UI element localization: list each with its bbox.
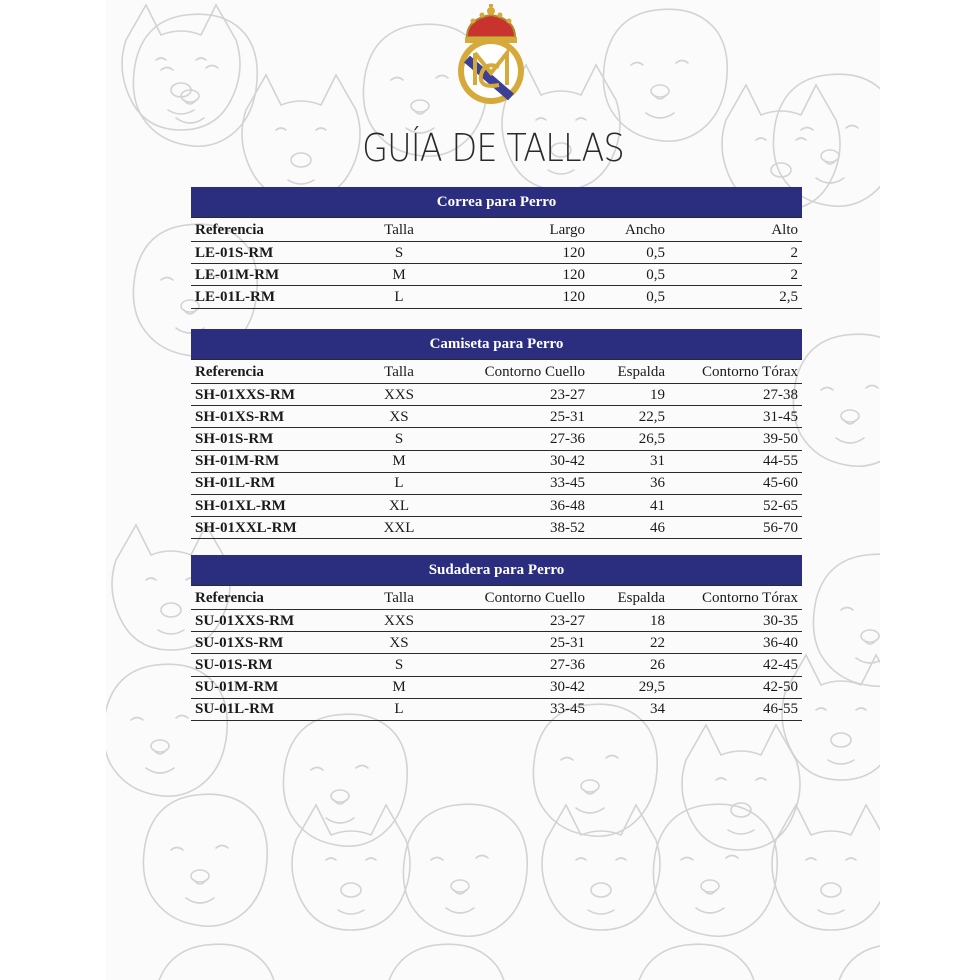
page-title: GUÍA DE TALLAS <box>362 126 624 170</box>
table-cell: 22,5 <box>589 406 669 428</box>
table-row <box>191 698 802 720</box>
table-cell: L <box>339 472 459 494</box>
table-row <box>191 517 802 539</box>
table-cell: SU-01M-RM <box>191 676 339 698</box>
table-cell: 44-55 <box>669 450 802 472</box>
table-cell: 26,5 <box>589 428 669 450</box>
table-cell: 2 <box>669 242 802 264</box>
column-header: Talla <box>339 360 459 384</box>
table-row <box>191 450 802 472</box>
table-cell: XS <box>339 632 459 654</box>
table-cell: 0,5 <box>589 286 669 308</box>
table-cell: 22 <box>589 632 669 654</box>
table-cell: 18 <box>589 610 669 632</box>
table-cell: 2,5 <box>669 286 802 308</box>
column-header: Referencia <box>191 360 339 384</box>
table-cell: SH-01XXL-RM <box>191 517 339 539</box>
table-cell: 23-27 <box>459 384 589 406</box>
table-cell: LE-01S-RM <box>191 242 339 264</box>
table-cell: 38-52 <box>459 517 589 539</box>
table-cell: 120 <box>459 264 589 286</box>
table-cell: 33-45 <box>459 472 589 494</box>
table-row <box>191 406 802 428</box>
table-cell: L <box>339 698 459 720</box>
table-row <box>191 632 802 654</box>
table-row <box>191 428 802 450</box>
table-cell: M <box>339 450 459 472</box>
table-cell: 23-27 <box>459 610 589 632</box>
table-cell: 31-45 <box>669 406 802 428</box>
table-row <box>191 264 802 286</box>
sweatshirt-size-table <box>191 555 802 721</box>
table-cell: 25-31 <box>459 632 589 654</box>
table-cell: SH-01S-RM <box>191 428 339 450</box>
column-header: Referencia <box>191 218 339 242</box>
tshirt-size-table <box>191 329 802 539</box>
table-row <box>191 654 802 676</box>
table-cell: SH-01M-RM <box>191 450 339 472</box>
column-header: Referencia <box>191 586 339 610</box>
table-cell: 39-50 <box>669 428 802 450</box>
table-cell: XXL <box>339 517 459 539</box>
column-header: Contorno Tórax <box>669 586 802 610</box>
column-header: Talla <box>339 586 459 610</box>
table-cell: XXS <box>339 610 459 632</box>
table-cell: S <box>339 428 459 450</box>
table-cell: 36-48 <box>459 494 589 516</box>
table-cell: 56-70 <box>669 517 802 539</box>
column-header: Alto <box>669 218 802 242</box>
table-cell: SU-01XS-RM <box>191 632 339 654</box>
table-row <box>191 286 802 308</box>
table-row <box>191 494 802 516</box>
table-cell: SU-01XXS-RM <box>191 610 339 632</box>
table-cell: 25-31 <box>459 406 589 428</box>
table-header-row <box>191 360 802 384</box>
club-crest-logo <box>449 3 533 105</box>
table-heading: Camiseta para Perro <box>191 329 802 359</box>
table-header-row <box>191 586 802 610</box>
table-cell: 42-45 <box>669 654 802 676</box>
table-cell: 27-36 <box>459 428 589 450</box>
table-cell: 29,5 <box>589 676 669 698</box>
table-cell: LE-01L-RM <box>191 286 339 308</box>
table-cell: S <box>339 242 459 264</box>
table-cell: 46-55 <box>669 698 802 720</box>
table-cell: 36 <box>589 472 669 494</box>
table-cell: SH-01XL-RM <box>191 494 339 516</box>
table-cell: 33-45 <box>459 698 589 720</box>
table-cell: 31 <box>589 450 669 472</box>
table-cell: 52-65 <box>669 494 802 516</box>
table-cell: SH-01XXS-RM <box>191 384 339 406</box>
table-cell: M <box>339 676 459 698</box>
table-row <box>191 472 802 494</box>
table-cell: L <box>339 286 459 308</box>
table-cell: 27-38 <box>669 384 802 406</box>
table-cell: 0,5 <box>589 264 669 286</box>
table-cell: 30-42 <box>459 450 589 472</box>
table-cell: 36-40 <box>669 632 802 654</box>
table-cell: SU-01S-RM <box>191 654 339 676</box>
table-cell: XL <box>339 494 459 516</box>
table-cell: 120 <box>459 242 589 264</box>
table-cell: 19 <box>589 384 669 406</box>
column-header: Contorno Cuello <box>459 360 589 384</box>
table-heading: Correa para Perro <box>191 187 802 217</box>
table-cell: LE-01M-RM <box>191 264 339 286</box>
table-cell: M <box>339 264 459 286</box>
table-row <box>191 384 802 406</box>
table-cell: XXS <box>339 384 459 406</box>
table-row <box>191 610 802 632</box>
column-header: Ancho <box>589 218 669 242</box>
table-cell: 41 <box>589 494 669 516</box>
table-row <box>191 676 802 698</box>
table-cell: S <box>339 654 459 676</box>
column-header: Contorno Cuello <box>459 586 589 610</box>
table-row <box>191 242 802 264</box>
table-cell: 27-36 <box>459 654 589 676</box>
table-cell: 45-60 <box>669 472 802 494</box>
table-cell: 30-42 <box>459 676 589 698</box>
table-cell: 42-50 <box>669 676 802 698</box>
table-cell: 26 <box>589 654 669 676</box>
leash-size-table <box>191 187 802 309</box>
table-cell: SU-01L-RM <box>191 698 339 720</box>
table-cell: XS <box>339 406 459 428</box>
table-cell: 30-35 <box>669 610 802 632</box>
column-header: Contorno Tórax <box>669 360 802 384</box>
table-heading: Sudadera para Perro <box>191 555 802 585</box>
table-cell: 46 <box>589 517 669 539</box>
column-header: Espalda <box>589 586 669 610</box>
column-header: Largo <box>459 218 589 242</box>
column-header: Talla <box>339 218 459 242</box>
table-cell: SH-01L-RM <box>191 472 339 494</box>
table-cell: 34 <box>589 698 669 720</box>
table-cell: 0,5 <box>589 242 669 264</box>
table-cell: SH-01XS-RM <box>191 406 339 428</box>
table-header-row <box>191 218 802 242</box>
table-cell: 2 <box>669 264 802 286</box>
column-header: Espalda <box>589 360 669 384</box>
table-cell: 120 <box>459 286 589 308</box>
